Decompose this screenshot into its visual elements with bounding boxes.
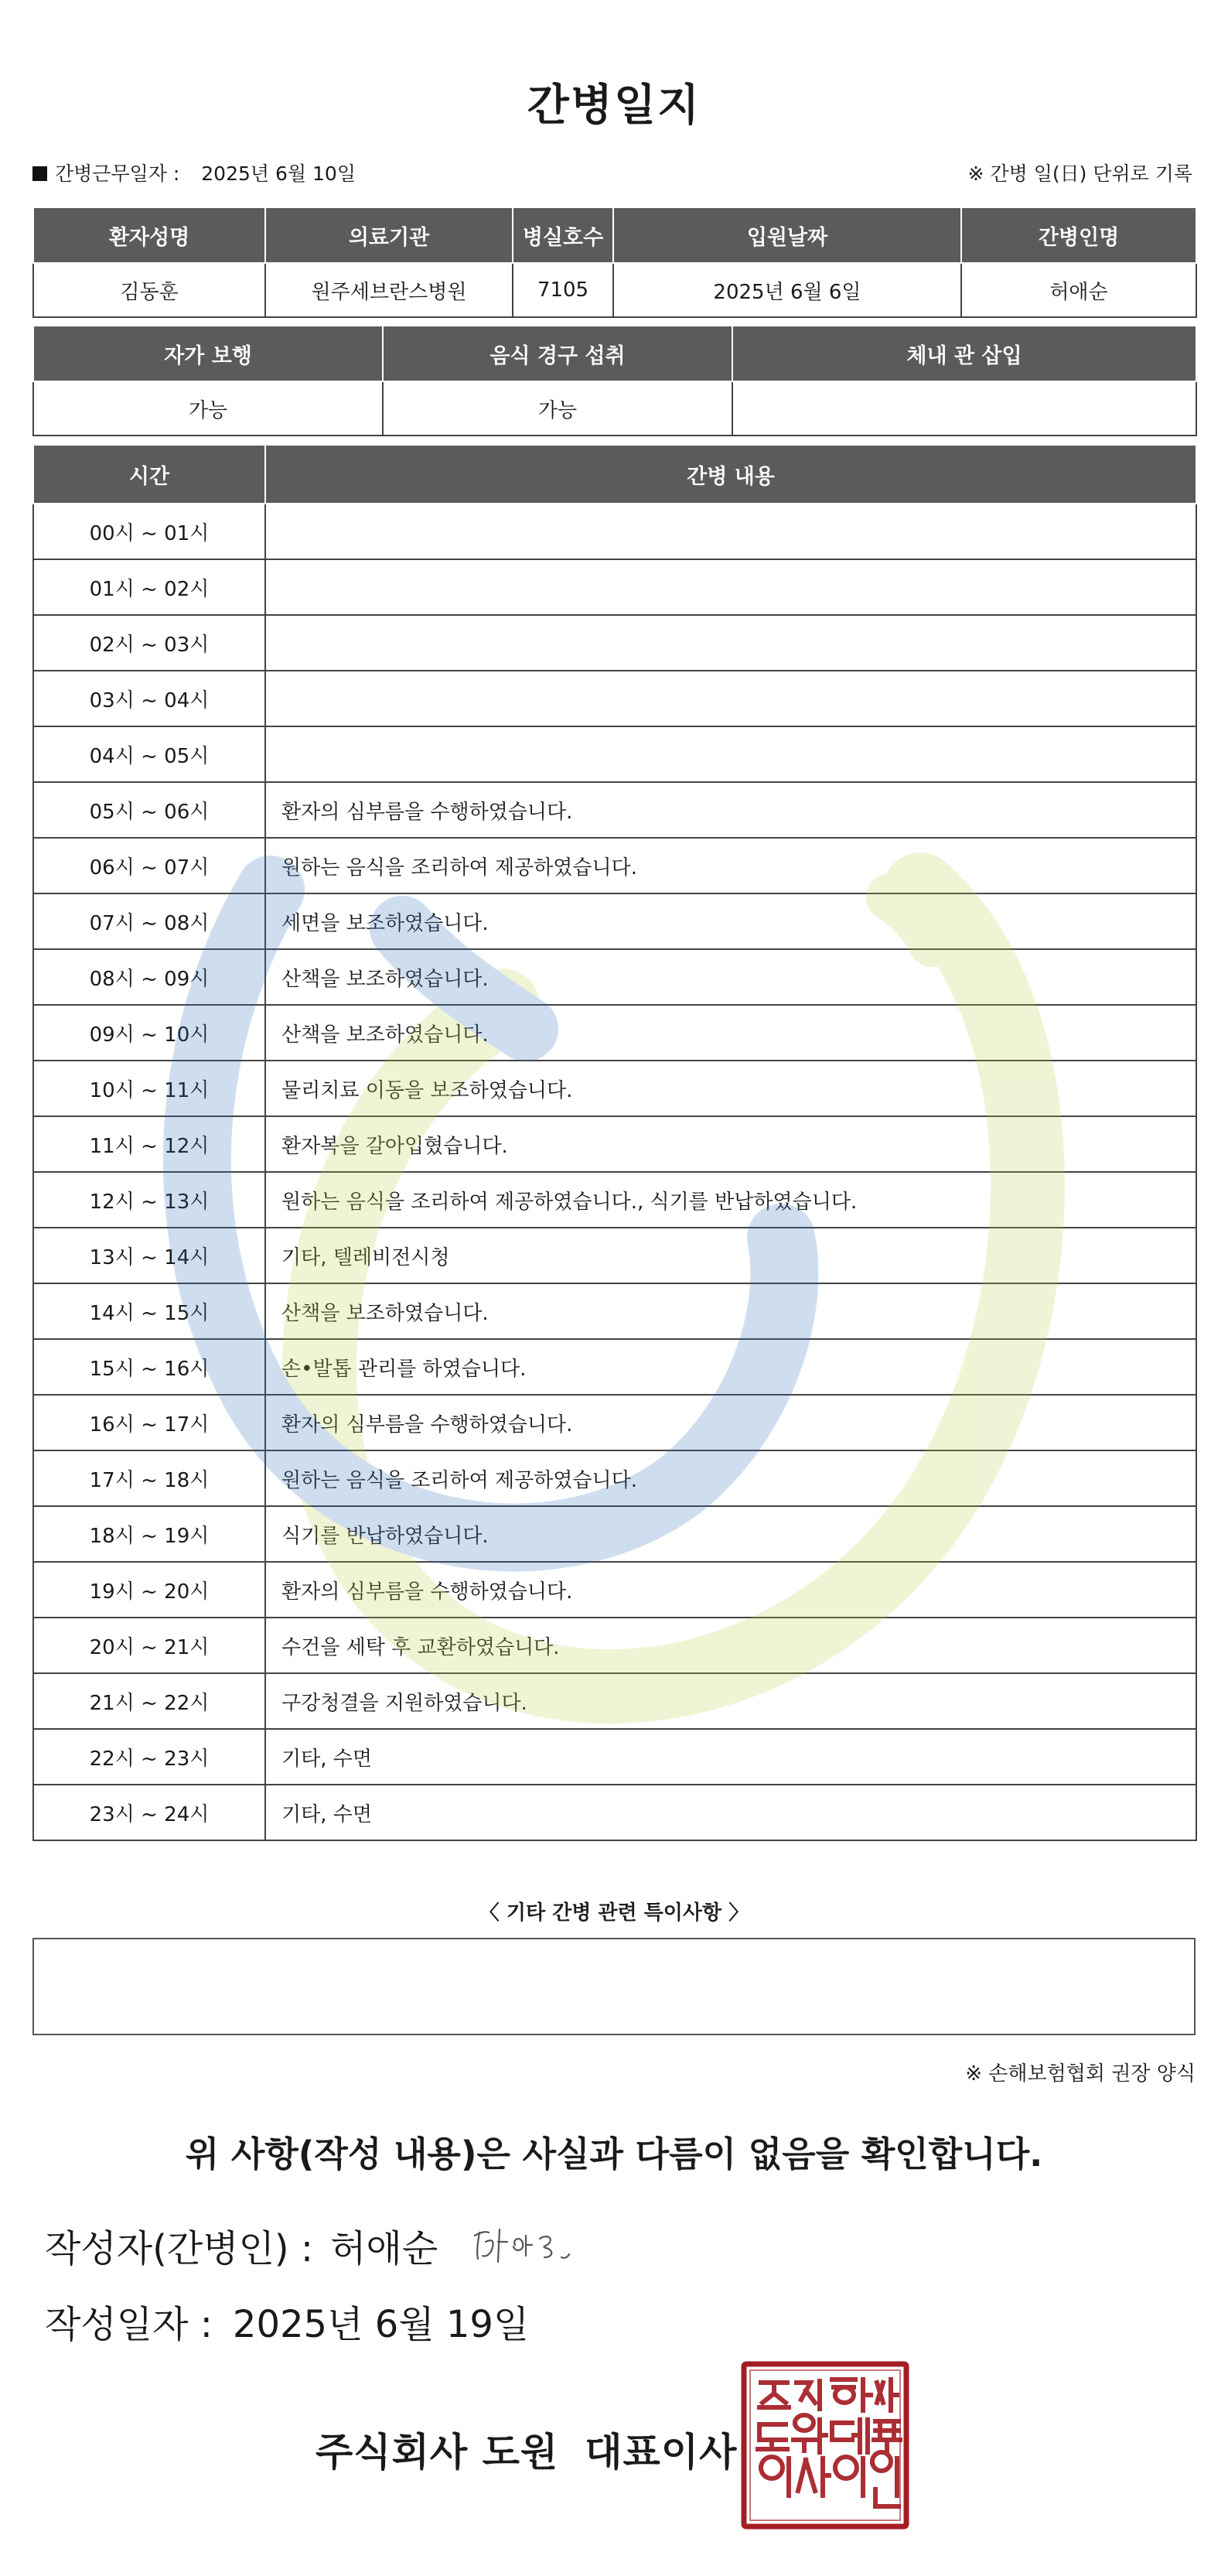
header-admission-date: 입원날짜 bbox=[613, 207, 961, 263]
writer-line bbox=[45, 2219, 438, 2272]
written-date-line bbox=[45, 2294, 529, 2348]
ability-value-row bbox=[33, 381, 1196, 436]
care-log-row bbox=[33, 726, 1196, 782]
info-row bbox=[32, 159, 1192, 190]
company-representative-title: 대표이사 bbox=[585, 2430, 738, 2475]
care-log-time: 19시 ~ 20시 bbox=[33, 1562, 265, 1618]
care-log-row bbox=[33, 1785, 1196, 1840]
header-tube-insertion: 체내 관 삽입 bbox=[732, 326, 1196, 381]
care-log-content: 환자복을 갈아입혔습니다. bbox=[265, 1116, 1196, 1172]
care-log-row bbox=[33, 1283, 1196, 1339]
care-log-content bbox=[265, 559, 1196, 615]
work-date-label: 간병근무일자 : bbox=[55, 162, 180, 185]
hospital-name: 원주세브란스병원 bbox=[265, 263, 513, 317]
tube-insertion-value bbox=[732, 381, 1196, 436]
care-log-row bbox=[33, 1673, 1196, 1729]
care-log-time: 05시 ~ 06시 bbox=[33, 782, 265, 838]
writer-label: 작성자(간병인) : bbox=[45, 2227, 314, 2270]
care-log-content: 물리치료 이동을 보조하였습니다. bbox=[265, 1061, 1196, 1116]
care-log-time: 14시 ~ 15시 bbox=[33, 1283, 265, 1339]
written-date-value: 2025년 6월 19일 bbox=[232, 2303, 530, 2346]
care-log-time: 17시 ~ 18시 bbox=[33, 1450, 265, 1506]
self-walking-value: 가능 bbox=[33, 381, 383, 436]
care-log-row bbox=[33, 1061, 1196, 1116]
care-log-time: 01시 ~ 02시 bbox=[33, 559, 265, 615]
patient-name: 김동훈 bbox=[33, 263, 265, 317]
special-notes-box bbox=[32, 1938, 1196, 2035]
header-care-content: 간병 내용 bbox=[265, 445, 1196, 504]
admission-date: 2025년 6월 6일 bbox=[613, 263, 961, 317]
care-log-row bbox=[33, 1228, 1196, 1283]
square-bullet-icon bbox=[32, 166, 47, 181]
care-log-table bbox=[32, 444, 1197, 1841]
care-log-time: 02시 ~ 03시 bbox=[33, 615, 265, 671]
care-log-content: 원하는 음식을 조리하여 제공하였습니다. bbox=[265, 1450, 1196, 1506]
recommend-note: ※ 손해보험협회 권장 양식 bbox=[965, 2062, 1196, 2086]
care-log-row bbox=[33, 504, 1196, 559]
patient-header-row bbox=[33, 207, 1196, 263]
care-log-time: 23시 ~ 24시 bbox=[33, 1785, 265, 1840]
header-oral-intake: 음식 경구 섭취 bbox=[383, 326, 732, 381]
care-log-time: 22시 ~ 23시 bbox=[33, 1729, 265, 1785]
care-log-content bbox=[265, 726, 1196, 782]
care-log-time: 10시 ~ 11시 bbox=[33, 1061, 265, 1116]
care-log-row bbox=[33, 949, 1196, 1005]
special-notes-title: 〈 기타 간병 관련 특이사항 〉 bbox=[479, 1901, 749, 1925]
care-log-row bbox=[33, 559, 1196, 615]
care-log-row bbox=[33, 838, 1196, 893]
care-log-row bbox=[33, 782, 1196, 838]
handwritten-signature-icon bbox=[469, 2219, 600, 2273]
care-log-content: 기타, 텔레비전시청 bbox=[265, 1228, 1196, 1283]
written-date-label: 작성일자 : bbox=[45, 2303, 213, 2346]
care-log-time: 08시 ~ 09시 bbox=[33, 949, 265, 1005]
care-log-content: 구강청결을 지원하였습니다. bbox=[265, 1673, 1196, 1729]
patient-value-row bbox=[33, 263, 1196, 317]
care-log-content: 산책을 보조하였습니다. bbox=[265, 949, 1196, 1005]
care-log-row bbox=[33, 615, 1196, 671]
care-log-time: 18시 ~ 19시 bbox=[33, 1506, 265, 1562]
care-log-row bbox=[33, 1395, 1196, 1450]
care-log-content: 기타, 수면 bbox=[265, 1729, 1196, 1785]
care-log-time: 13시 ~ 14시 bbox=[33, 1228, 265, 1283]
care-log-time: 04시 ~ 05시 bbox=[33, 726, 265, 782]
company-line bbox=[316, 2421, 737, 2477]
care-log-row bbox=[33, 671, 1196, 726]
care-log-row bbox=[33, 1506, 1196, 1562]
care-log-content: 식기를 반납하였습니다. bbox=[265, 1506, 1196, 1562]
care-log-content bbox=[265, 504, 1196, 559]
care-log-row bbox=[33, 1729, 1196, 1785]
header-room: 병실호수 bbox=[513, 207, 613, 263]
care-log-time: 12시 ~ 13시 bbox=[33, 1172, 265, 1228]
care-log-content: 환자의 심부름을 수행하였습니다. bbox=[265, 782, 1196, 838]
care-log-row bbox=[33, 1005, 1196, 1061]
care-log-time: 11시 ~ 12시 bbox=[33, 1116, 265, 1172]
care-log-content: 세면을 보조하였습니다. bbox=[265, 893, 1196, 949]
care-log-content: 환자의 심부름을 수행하였습니다. bbox=[265, 1395, 1196, 1450]
care-log-row bbox=[33, 1618, 1196, 1673]
care-log-content: 원하는 음식을 조리하여 제공하였습니다. bbox=[265, 838, 1196, 893]
header-caregiver: 간병인명 bbox=[961, 207, 1196, 263]
care-log-time: 15시 ~ 16시 bbox=[33, 1339, 265, 1395]
company-seal-stamp-icon bbox=[739, 2359, 911, 2531]
oral-intake-value: 가능 bbox=[383, 381, 732, 436]
ability-table bbox=[32, 325, 1197, 436]
care-log-content: 손•발톱 관리를 하였습니다. bbox=[265, 1339, 1196, 1395]
care-log-content bbox=[265, 671, 1196, 726]
care-log-content: 원하는 음식을 조리하여 제공하였습니다., 식기를 반납하였습니다. bbox=[265, 1172, 1196, 1228]
header-patient-name: 환자성명 bbox=[33, 207, 265, 263]
care-log-content bbox=[265, 615, 1196, 671]
care-log-content: 환자의 심부름을 수행하였습니다. bbox=[265, 1562, 1196, 1618]
caregiver-name: 허애순 bbox=[961, 263, 1196, 317]
care-log-time: 20시 ~ 21시 bbox=[33, 1618, 265, 1673]
care-log-header-row bbox=[33, 445, 1196, 504]
care-log-row bbox=[33, 1450, 1196, 1506]
confirmation-statement: 위 사항(작성 내용)은 사실과 다름이 없음을 확인합니다. bbox=[185, 2134, 1043, 2175]
care-log-time: 16시 ~ 17시 bbox=[33, 1395, 265, 1450]
header-time: 시간 bbox=[33, 445, 265, 504]
care-log-time: 06시 ~ 07시 bbox=[33, 838, 265, 893]
care-log-content: 기타, 수면 bbox=[265, 1785, 1196, 1840]
room-number: 7105 bbox=[513, 263, 613, 317]
work-date-value: 2025년 6월 10일 bbox=[201, 162, 356, 185]
header-self-walking: 자가 보행 bbox=[33, 326, 383, 381]
ability-header-row bbox=[33, 326, 1196, 381]
company-name: 주식회사 도원 bbox=[316, 2430, 559, 2475]
page-title: 간병일지 bbox=[527, 80, 701, 131]
work-date bbox=[32, 159, 356, 186]
care-log-content: 수건을 세탁 후 교환하였습니다. bbox=[265, 1618, 1196, 1673]
care-log-row bbox=[33, 1339, 1196, 1395]
header-hospital: 의료기관 bbox=[265, 207, 513, 263]
care-log-time: 03시 ~ 04시 bbox=[33, 671, 265, 726]
writer-name: 허애순 bbox=[330, 2227, 438, 2270]
patient-info-table bbox=[32, 207, 1197, 318]
care-log-time: 09시 ~ 10시 bbox=[33, 1005, 265, 1061]
care-log-row bbox=[33, 1172, 1196, 1228]
care-log-content: 산책을 보조하였습니다. bbox=[265, 1283, 1196, 1339]
record-unit-note: ※ 간병 일(日) 단위로 기록 bbox=[967, 162, 1192, 185]
care-log-time: 00시 ~ 01시 bbox=[33, 504, 265, 559]
care-log-time: 07시 ~ 08시 bbox=[33, 893, 265, 949]
care-log-row bbox=[33, 893, 1196, 949]
care-log-time: 21시 ~ 22시 bbox=[33, 1673, 265, 1729]
care-log-row bbox=[33, 1562, 1196, 1618]
care-log-content: 산책을 보조하였습니다. bbox=[265, 1005, 1196, 1061]
care-log-row bbox=[33, 1116, 1196, 1172]
care-log-body bbox=[33, 445, 1196, 1840]
